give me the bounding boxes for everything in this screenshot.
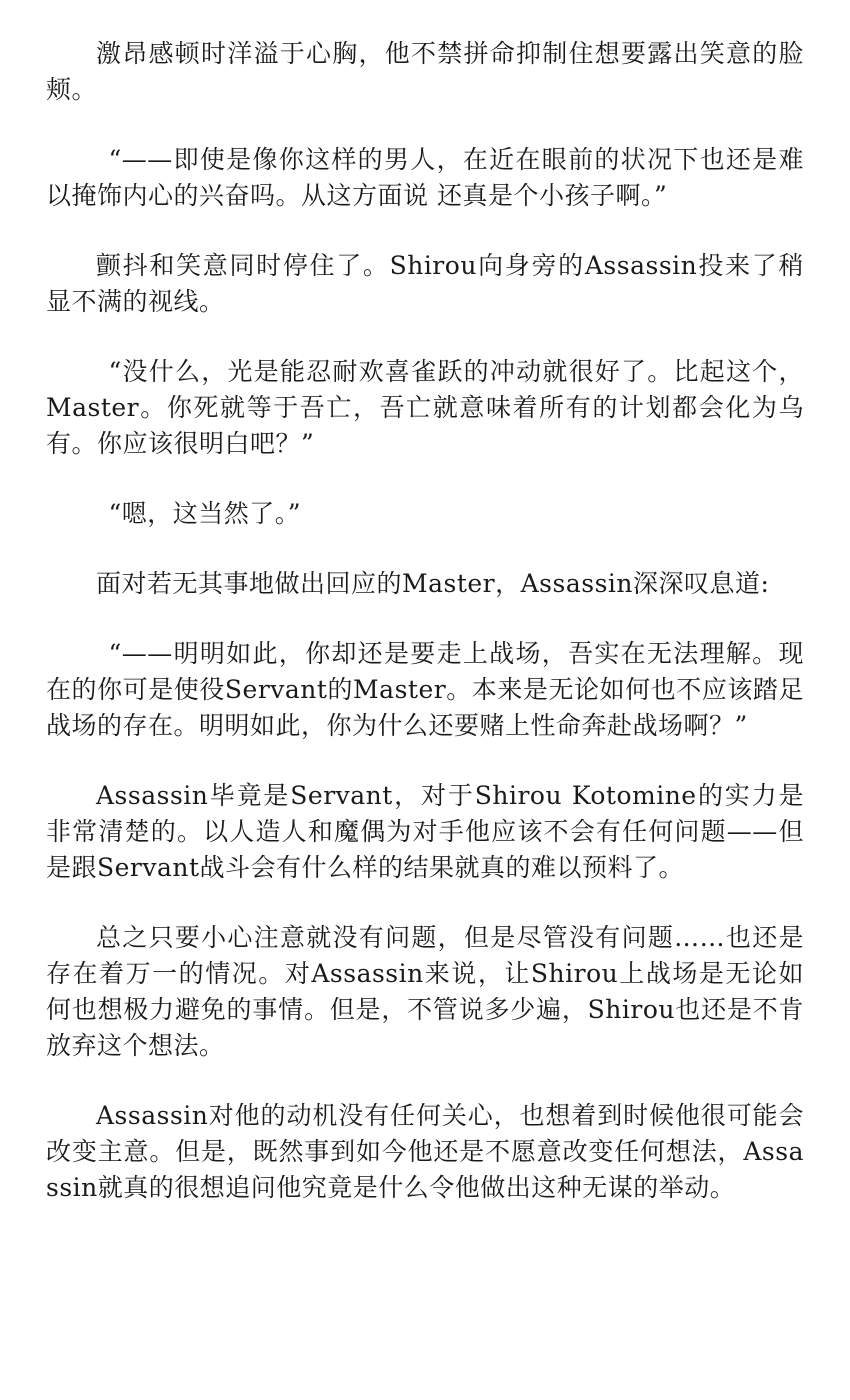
paragraph-4-dialogue: “没什么，光是能忍耐欢喜雀跃的冲动就很好了。比起这个，Master。你死就等于吾亡，吾亡就意味着所有的计划都会化为乌有。你应该很明白吧？” [46,357,804,458]
paragraph-10: Assassin对他的动机没有任何关心，也想着到时候他很可能会改变主意。但是，既然事到如今他还是不愿意改变任何想法，Assassin就真的很想追问他究竟是什么令他做出这种无谋的举动。 [46,1101,804,1202]
paragraph-8: Assassin毕竟是Servant，对于Shirou Kotomine的实力是非常清楚的。以人造人和魔偶为对手他应该不会有任何问题——但是跟Servant战斗会有什么样的结果就真的难以预料了。 [46,781,804,882]
paragraph-3: 颤抖和笑意同时停住了。Shirou向身旁的Assassin投来了稍显不满的视线。 [46,251,804,316]
paragraph-5-dialogue: “嗯，这当然了。” [108,499,302,528]
paragraph-9: 总之只要小心注意就没有问题，但是尽管没有问题……也还是存在着万一的情况。对Assassin来说，让Shirou上战场是无论如何也想极力避免的事情。但是，不管说多少遍，Shirou也还是不肯放弃这个想法。 [46,923,804,1060]
paragraph-6: 面对若无其事地做出回应的Master，Assassin深深叹息道: [96,569,770,598]
paragraph-1: 激昂感顿时洋溢于心胸，他不禁拼命抑制住想要露出笑意的脸颊。 [46,39,804,104]
paragraph-2-dialogue: “——即使是像你这样的男人，在近在眼前的状况下也还是难以掩饰内心的兴奋吗。从这方面说 还真是个小孩子啊。” [46,145,804,210]
paragraph-7-dialogue: “——明明如此，你却还是要走上战场，吾实在无法理解。现在的你可是使役Servant的Master。本来是无论如何也不应该踏足战场的存在。明明如此，你为什么还要赌上性命奔赴战场啊？” [46,639,804,740]
